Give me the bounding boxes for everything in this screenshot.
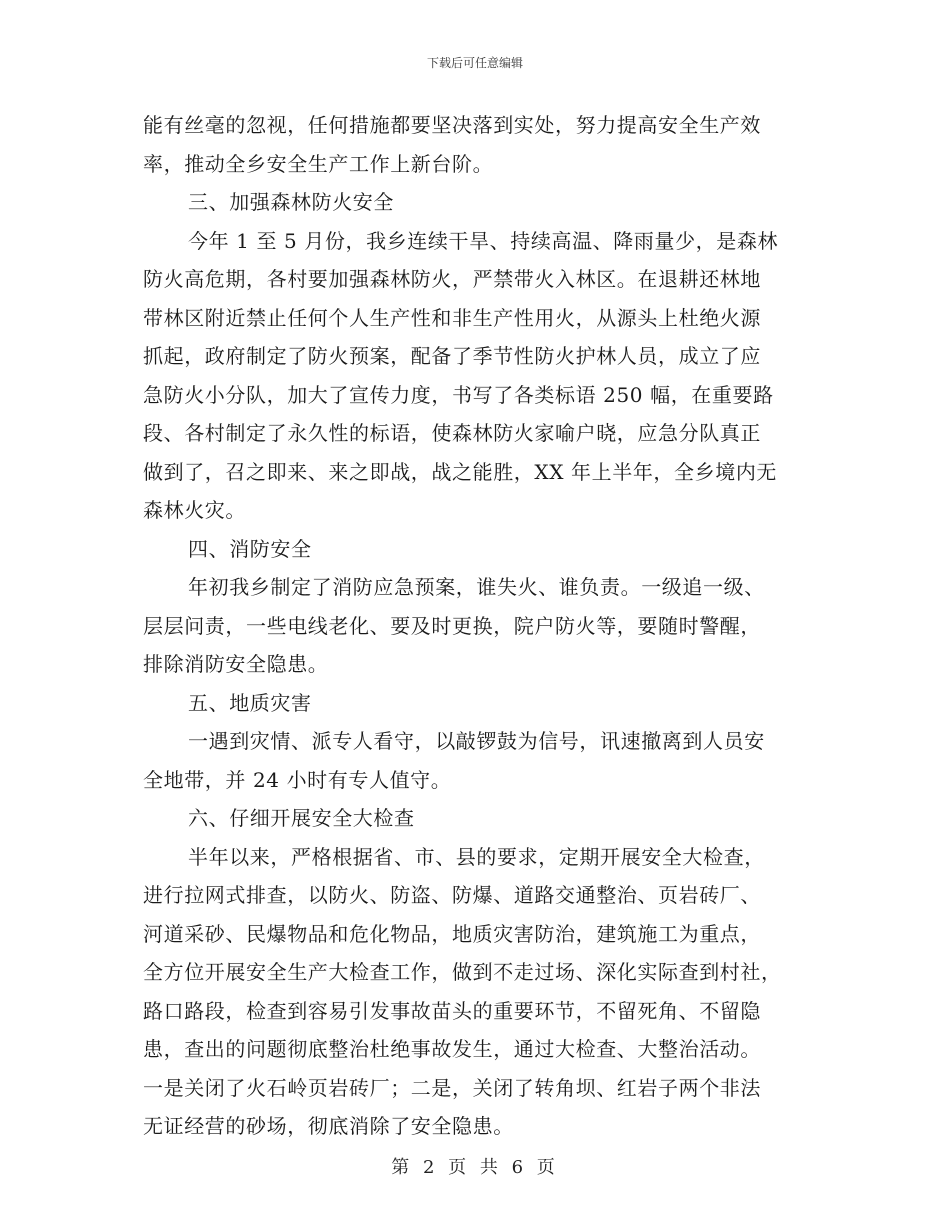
body-line: 做到了，召之即来、来之即战，战之能胜，XX 年上半年，全乡境内无 [143,459,778,484]
body-line: 层层问责，一些电线老化、要及时更换，院户防火等，要随时警醒， [143,613,761,638]
page-number-footer: 第 2 页 共 6 页 [391,1157,559,1178]
body-line: 防火高危期，各村要加强森林防火，严禁带火入林区。在退耕还林地 [143,267,761,291]
section-heading: 四、消防安全 [188,536,312,561]
body-line: 进行拉网式排查，以防火、防盗、防爆、道路交通整治、页岩砖厂、 [143,883,761,907]
body-line: 患，查出的问题彻底整治杜绝事故发生，通过大检查、大整治活动。 [143,1037,761,1061]
body-line: 全方位开展安全生产大检查工作，做到不走过场、深化实际查到村社， [143,960,782,984]
body-line: 段、各村制定了永久性的标语，使森林防火家喻户晓，应急分队真正 [143,421,761,445]
body-line: 森林火灾。 [143,498,246,522]
body-line: 急防火小分队，加大了宣传力度，书写了各类标语 250 幅，在重要路 [143,382,774,407]
body-line: 无证经营的砂场，彻底消除了安全隐患。 [143,1114,514,1138]
body-line: 路口路段，检查到容易引发事故苗头的重要环节，不留死角、不留隐 [143,998,761,1023]
document-body [143,106,807,1146]
paragraph-start: 半年以来，严格根据省、市、县的要求，定期开展安全大检查， [188,844,765,869]
page-header-note: 下载后可任意编辑 [426,56,523,70]
section-heading: 五、地质灾害 [188,690,312,715]
paragraph-start: 一遇到灾情、派专人看守，以敲锣鼓为信号，讯速撤离到人员安 [188,729,765,753]
body-line: 能有丝毫的忽视，任何措施都要坚决落到实处，努力提高安全生产效 [143,113,761,137]
body-line: 全地带，并 24 小时有专人值守。 [143,767,452,792]
body-line: 率，推动全乡安全生产工作上新台阶。 [143,151,494,176]
section-heading: 六、仔细开展安全大检查 [188,806,415,830]
body-line: 排除消防安全隐患。 [143,652,329,676]
body-line: 一是关闭了火石岭页岩砖厂；二是，关闭了转角坝、红岩子两个非法 [143,1075,761,1100]
body-line: 河道采砂、民爆物品和危化物品，地质灾害防治，建筑施工为重点， [143,921,761,946]
paragraph-start: 年初我乡制定了消防应急预案，谁失火、谁负责。一级追一级、 [188,575,765,599]
body-line: 抓起，政府制定了防火预案，配备了季节性防火护林人员，成立了应 [143,344,761,368]
section-heading: 三、加强森林防火安全 [188,190,394,214]
paragraph-start: 今年 1 至 5 月份，我乡连续干旱、持续高温、降雨量少，是森林 [188,228,779,253]
body-line: 带林区附近禁止任何个人生产性和非生产性用火，从源头上杜绝火源 [143,305,761,330]
